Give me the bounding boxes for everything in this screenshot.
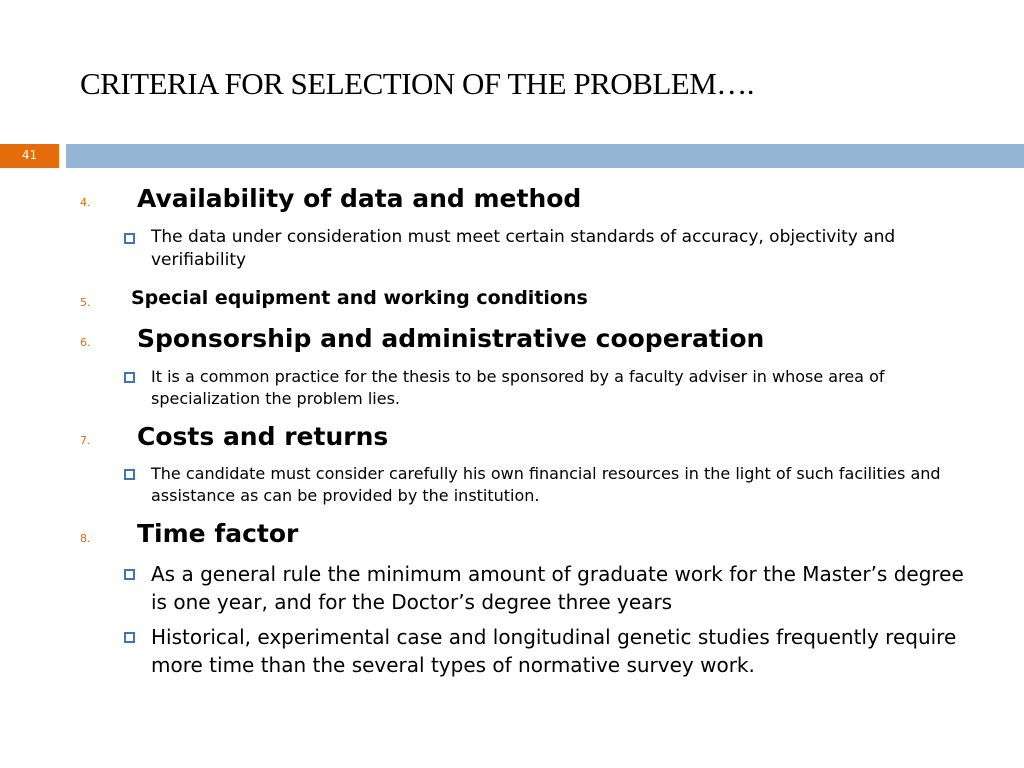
item-number: 7. [80,434,91,447]
bullet-text: The candidate must consider carefully his own financial resources in the light of such facilities and assistance as can be provided by the institution. [151,464,941,505]
square-bullet-icon [124,569,135,580]
square-bullet-icon [124,632,135,643]
item-heading: Costs and returns [137,422,389,451]
item-heading: Special equipment and working conditions [131,287,588,309]
page-number-badge: 41 [0,144,59,168]
item-number: 5. [80,296,91,309]
bullet-text: The data under consideration must meet certain standards of accuracy, objectivity and verifiability [151,227,896,270]
bullet-text: As a general rule the minimum amount of graduate work for the Master’s degree is one year, and for the Doctor’s degree three years [151,562,964,614]
square-bullet-icon [124,372,135,383]
slide-title: CRITERIA FOR SELECTION OF THE PROBLEM…. [80,66,755,101]
square-bullet-icon [124,469,135,480]
bullet-text: It is a common practice for the thesis to be sponsored by a faculty adviser in whose area of specialization the problem lies. [151,367,885,408]
item-heading: Availability of data and method [137,184,582,213]
item-number: 6. [80,336,91,349]
header-divider-bar [66,144,1024,168]
item-number: 8. [80,532,91,545]
bullet-text: Historical, experimental case and longitudinal genetic studies frequently require more time than the several types of normative survey work. [151,625,957,677]
item-heading: Time factor [137,519,299,548]
square-bullet-icon [124,233,135,244]
item-heading: Sponsorship and administrative cooperation [137,324,765,353]
item-number: 4. [80,196,91,209]
